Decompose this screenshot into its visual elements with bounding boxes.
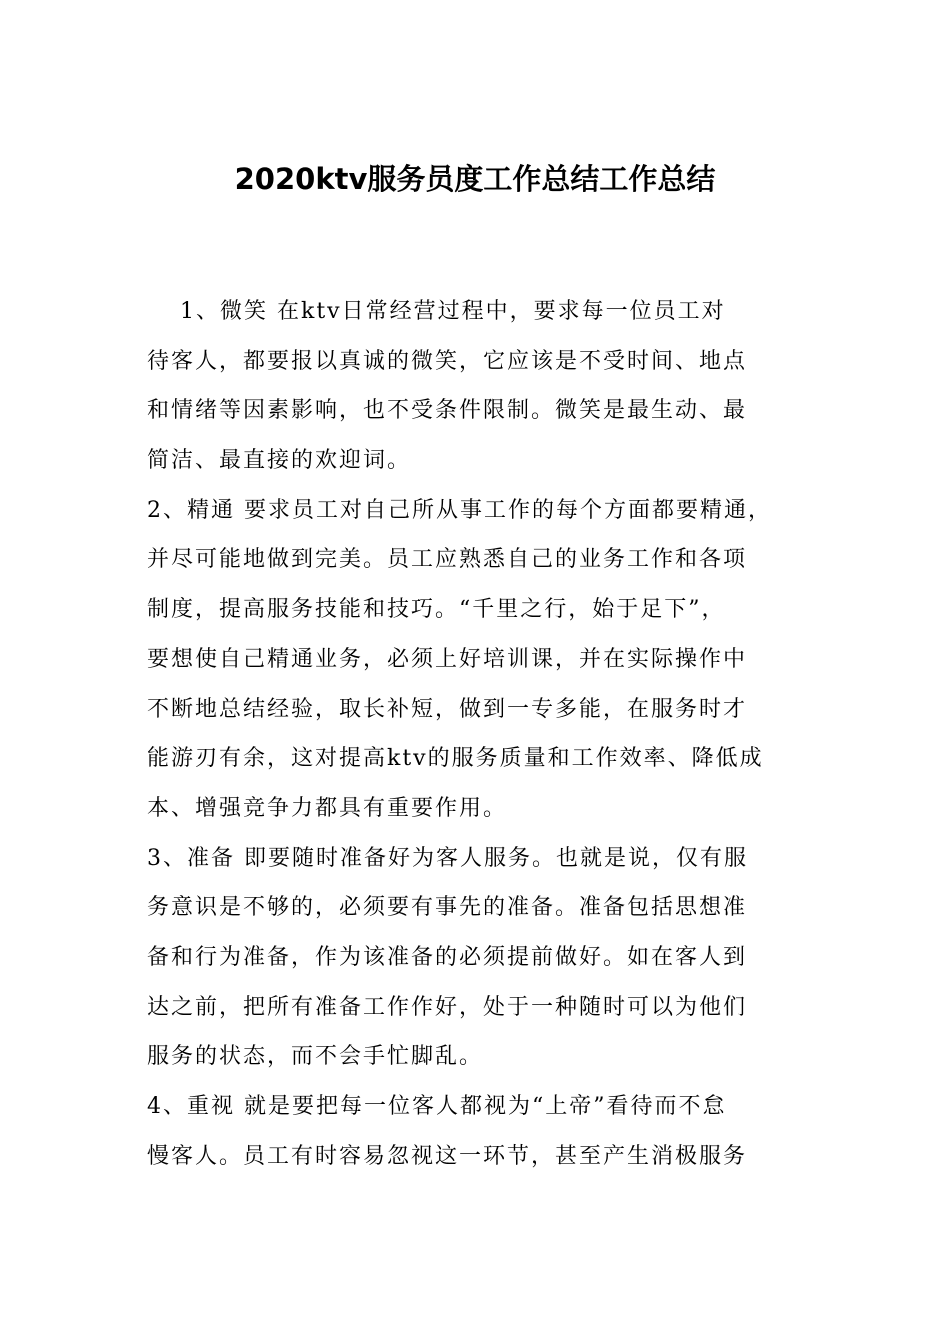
body-line: 务意识是不够的，必须要有事先的准备。准备包括思想准 [147,895,748,921]
body-line: 简洁、最直接的欢迎词。 [147,448,412,474]
document-body [147,287,825,1181]
body-line: 要想使自己精通业务，必须上好培训课，并在实际操作中 [147,646,748,672]
body-line: 4、重视 就是要把每一位客人都视为“上帝”看待而不怠 [147,1094,727,1119]
body-line: 待客人，都要报以真诚的微笑，它应该是不受时间、地点 [147,348,748,374]
body-line: 1、微笑 在ktv日常经营过程中，要求每一位员工对 [147,299,726,324]
body-line: 服务的状态，而不会手忙脚乱。 [147,1044,484,1070]
body-line: 2、精通 要求员工对自己所从事工作的每个方面都要精通， [147,497,772,523]
body-line: 并尽可能地做到完美。员工应熟悉自己的业务工作和各项 [147,547,748,573]
body-line: 和情绪等因素影响，也不受条件限制。微笑是最生动、最 [147,398,748,424]
document-title: 2020ktv服务员度工作总结工作总结 [234,162,716,196]
body-line: 慢客人。员工有时容易忽视这一环节，甚至产生消极服务 [147,1143,748,1169]
body-line: 本、增强竞争力都具有重要作用。 [147,795,508,821]
body-line: 3、准备 即要随时准备好为客人服务。也就是说，仅有服 [147,845,748,871]
body-line: 制度，提高服务技能和技巧。“千里之行，始于足下”， [147,597,726,623]
body-line: 能游刃有余，这对提高ktv的服务质量和工作效率、降低成 [147,746,764,772]
body-line: 不断地总结经验，取长补短，做到一专多能，在服务时才 [147,696,748,722]
body-line: 备和行为准备，作为该准备的必须提前做好。如在客人到 [147,944,748,970]
body-line: 达之前，把所有准备工作作好，处于一种随时可以为他们 [147,994,748,1020]
